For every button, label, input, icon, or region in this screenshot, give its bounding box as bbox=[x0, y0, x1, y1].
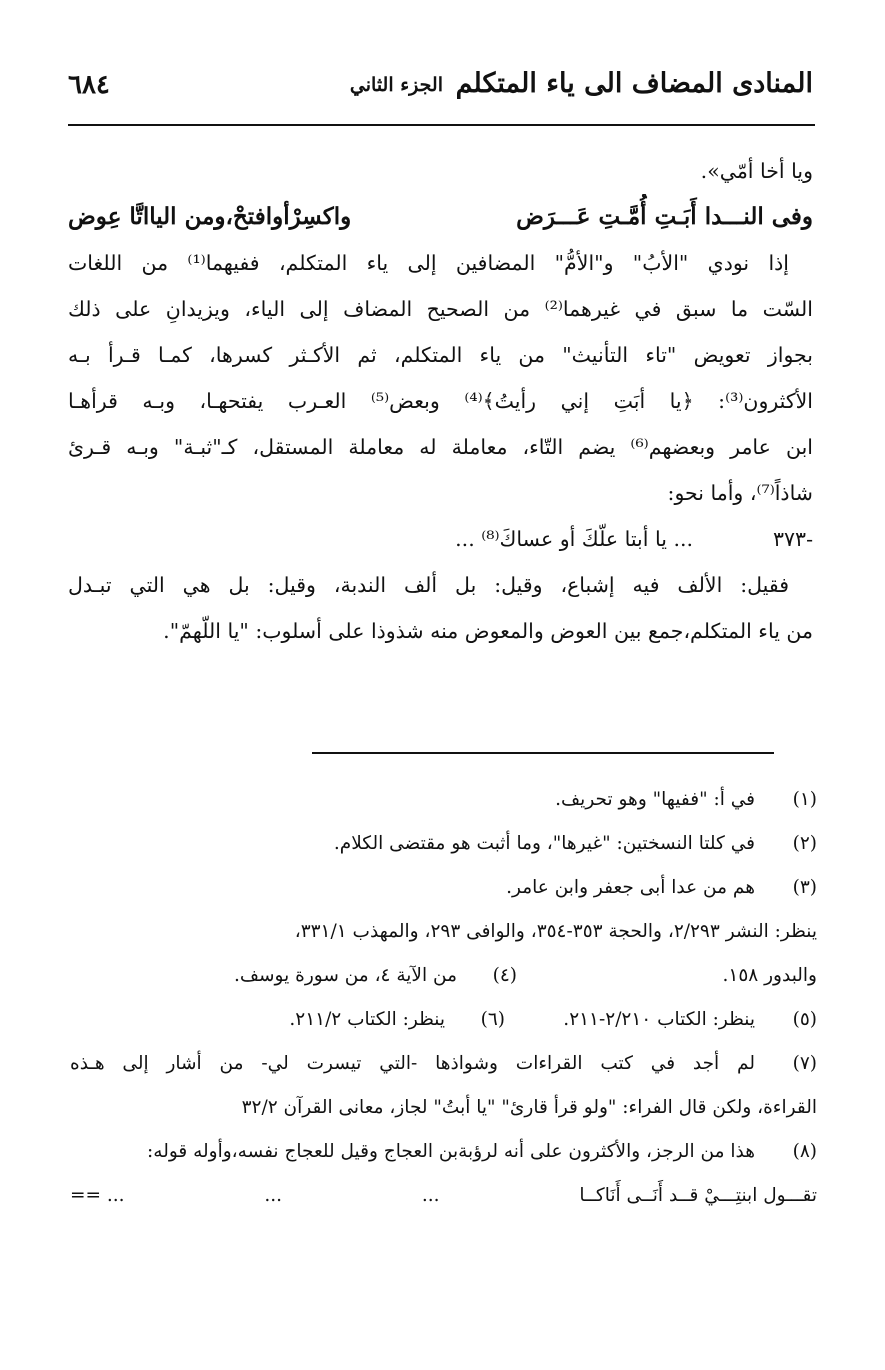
evidence-verse: ... يا أبتا علّكَ أو عساكَ⁽⁸⁾ ... bbox=[455, 527, 693, 551]
footnote-continuation: القراءة، ولكن قال الفراء: "ولو قرأ قارئ" "يا أبتُ" لجاز، معانى القرآن ٣٢/٢ bbox=[241, 1097, 817, 1118]
running-title: المنادى المضاف الى ياء المتكلم bbox=[455, 68, 813, 99]
footnote-marker: (١) bbox=[792, 789, 817, 810]
footnote-separator bbox=[312, 752, 774, 754]
footnote-text: من الآية ٤، من سورة يوسف. bbox=[234, 965, 457, 986]
text-line: الأكثرون⁽³⁾: ﴿يا أبَتِ إني رأيتُ﴾⁽⁴⁾ وبعض⁽⁵⁾ العـرب يفتحهـا، وبـه قرأهـا bbox=[68, 389, 813, 413]
footnote-text: هذا من الرجز، والأكثرون على أنه لرؤبةبن العجاج وقيل للعجاج نفسه،وأوله قوله: bbox=[147, 1141, 755, 1162]
text-line: إذا نودي "الأبُ" و"الأمُّ" المضافين إلى ياء المتكلم، ففيهما⁽¹⁾ من اللغات bbox=[68, 251, 789, 275]
footnote-text: في كلتا النسختين: "غيرها"، وما أثبت هو مقتضى الكلام. bbox=[333, 833, 755, 854]
footnote-marker: (٢) bbox=[792, 833, 817, 854]
header-rule bbox=[68, 124, 815, 126]
text-line: السّت ما سبق في غيرهما⁽²⁾ من الصحيح المضاف إلى الياء، ويزيدانِ على ذلك bbox=[68, 297, 813, 321]
verse-first-hemistich: وفى النـــدا أَبَـتِ أُمَّـتِ عَـــرَض bbox=[516, 203, 813, 230]
part-label: الجزء الثاني bbox=[349, 74, 443, 96]
footnote bbox=[70, 822, 817, 866]
footnote-marker: (٣) bbox=[792, 877, 817, 898]
footnote bbox=[70, 778, 817, 822]
footnote-continuation-mark: ... == bbox=[70, 1185, 125, 1206]
footnote-text: في أ: "ففيها" وهو تحريف. bbox=[555, 789, 755, 810]
footnote bbox=[70, 1042, 817, 1086]
footnote-marker: (٨) bbox=[792, 1141, 817, 1162]
main-text bbox=[68, 148, 813, 654]
text-line: شاذاً⁽⁷⁾، وأما نحو: bbox=[667, 481, 813, 505]
footnote-text: لم أجد في كتب القراءات وشواذها -التي تيسرت لي- من أشار إلى هـذه bbox=[70, 1053, 755, 1074]
footnote-marker: (٦) bbox=[480, 1009, 505, 1030]
text-line: فقيل: الألف فيه إشباع، وقيل: بل ألف الندبة، وقيل: بل هي التي تبـدل bbox=[68, 573, 789, 597]
footnote bbox=[70, 1130, 817, 1174]
text-line: ويا أخا أمّي». bbox=[700, 159, 813, 183]
footnote-marker: (٧) bbox=[792, 1053, 817, 1074]
evidence-number: -٣٧٣ bbox=[773, 527, 813, 551]
footnote-dots: ... bbox=[264, 1185, 283, 1206]
footnote-continuation: ينظر: النشر ٢/٢٩٣، والحجة ٣٥٣-٣٥٤، والوافى ٢٩٣، والمهذب ٣٣١/١، bbox=[294, 921, 817, 942]
footnotes bbox=[70, 778, 817, 1218]
footnote-dots: ... bbox=[421, 1185, 440, 1206]
footnote-verse-row bbox=[70, 1174, 817, 1218]
footnote-marker: (٤) bbox=[492, 965, 517, 986]
alfiya-verse bbox=[68, 194, 813, 240]
footnote-continuation: والبدور ١٥٨. bbox=[722, 965, 817, 986]
text-line: بجواز تعويض "تاء التأنيث" من ياء المتكلم، ثم الأكـثر كسرها، كمـا قـرأ بـه bbox=[68, 343, 813, 367]
footnote-row bbox=[70, 998, 817, 1042]
footnote-row bbox=[70, 954, 817, 998]
page-header bbox=[68, 68, 813, 118]
page-number: ٦٨٤ bbox=[68, 70, 110, 100]
footnote-marker: (٥) bbox=[792, 1009, 817, 1030]
footnote-verse: تقـــول ابنتِـــيْ قــد أَنَــى أَنَاكــا bbox=[579, 1185, 817, 1206]
text-line: ابن عامر وبعضهم⁽⁶⁾ يضم التّاء، معاملة له معاملة المستقل، كـ"ثبـة" وبـه قـرئ bbox=[68, 435, 813, 459]
footnote-text: ينظر: الكتاب ٢١١/٢. bbox=[289, 1009, 445, 1030]
text-line: من ياء المتكلم،جمع بين العوض والمعوض منه شذوذا على أسلوب: "يا اللّهمّ". bbox=[163, 619, 813, 643]
footnote-text: ينظر: الكتاب ٢/٢١٠-٢١١. bbox=[563, 1009, 755, 1030]
footnote bbox=[70, 866, 817, 910]
verse-second-hemistich: واكسِرْأوافتحْ،ومن اليااتَّا عِوض bbox=[68, 203, 352, 230]
footnote-text: هم من عدا أبى جعفر وابن عامر. bbox=[506, 877, 755, 898]
poetry-evidence bbox=[68, 516, 813, 562]
